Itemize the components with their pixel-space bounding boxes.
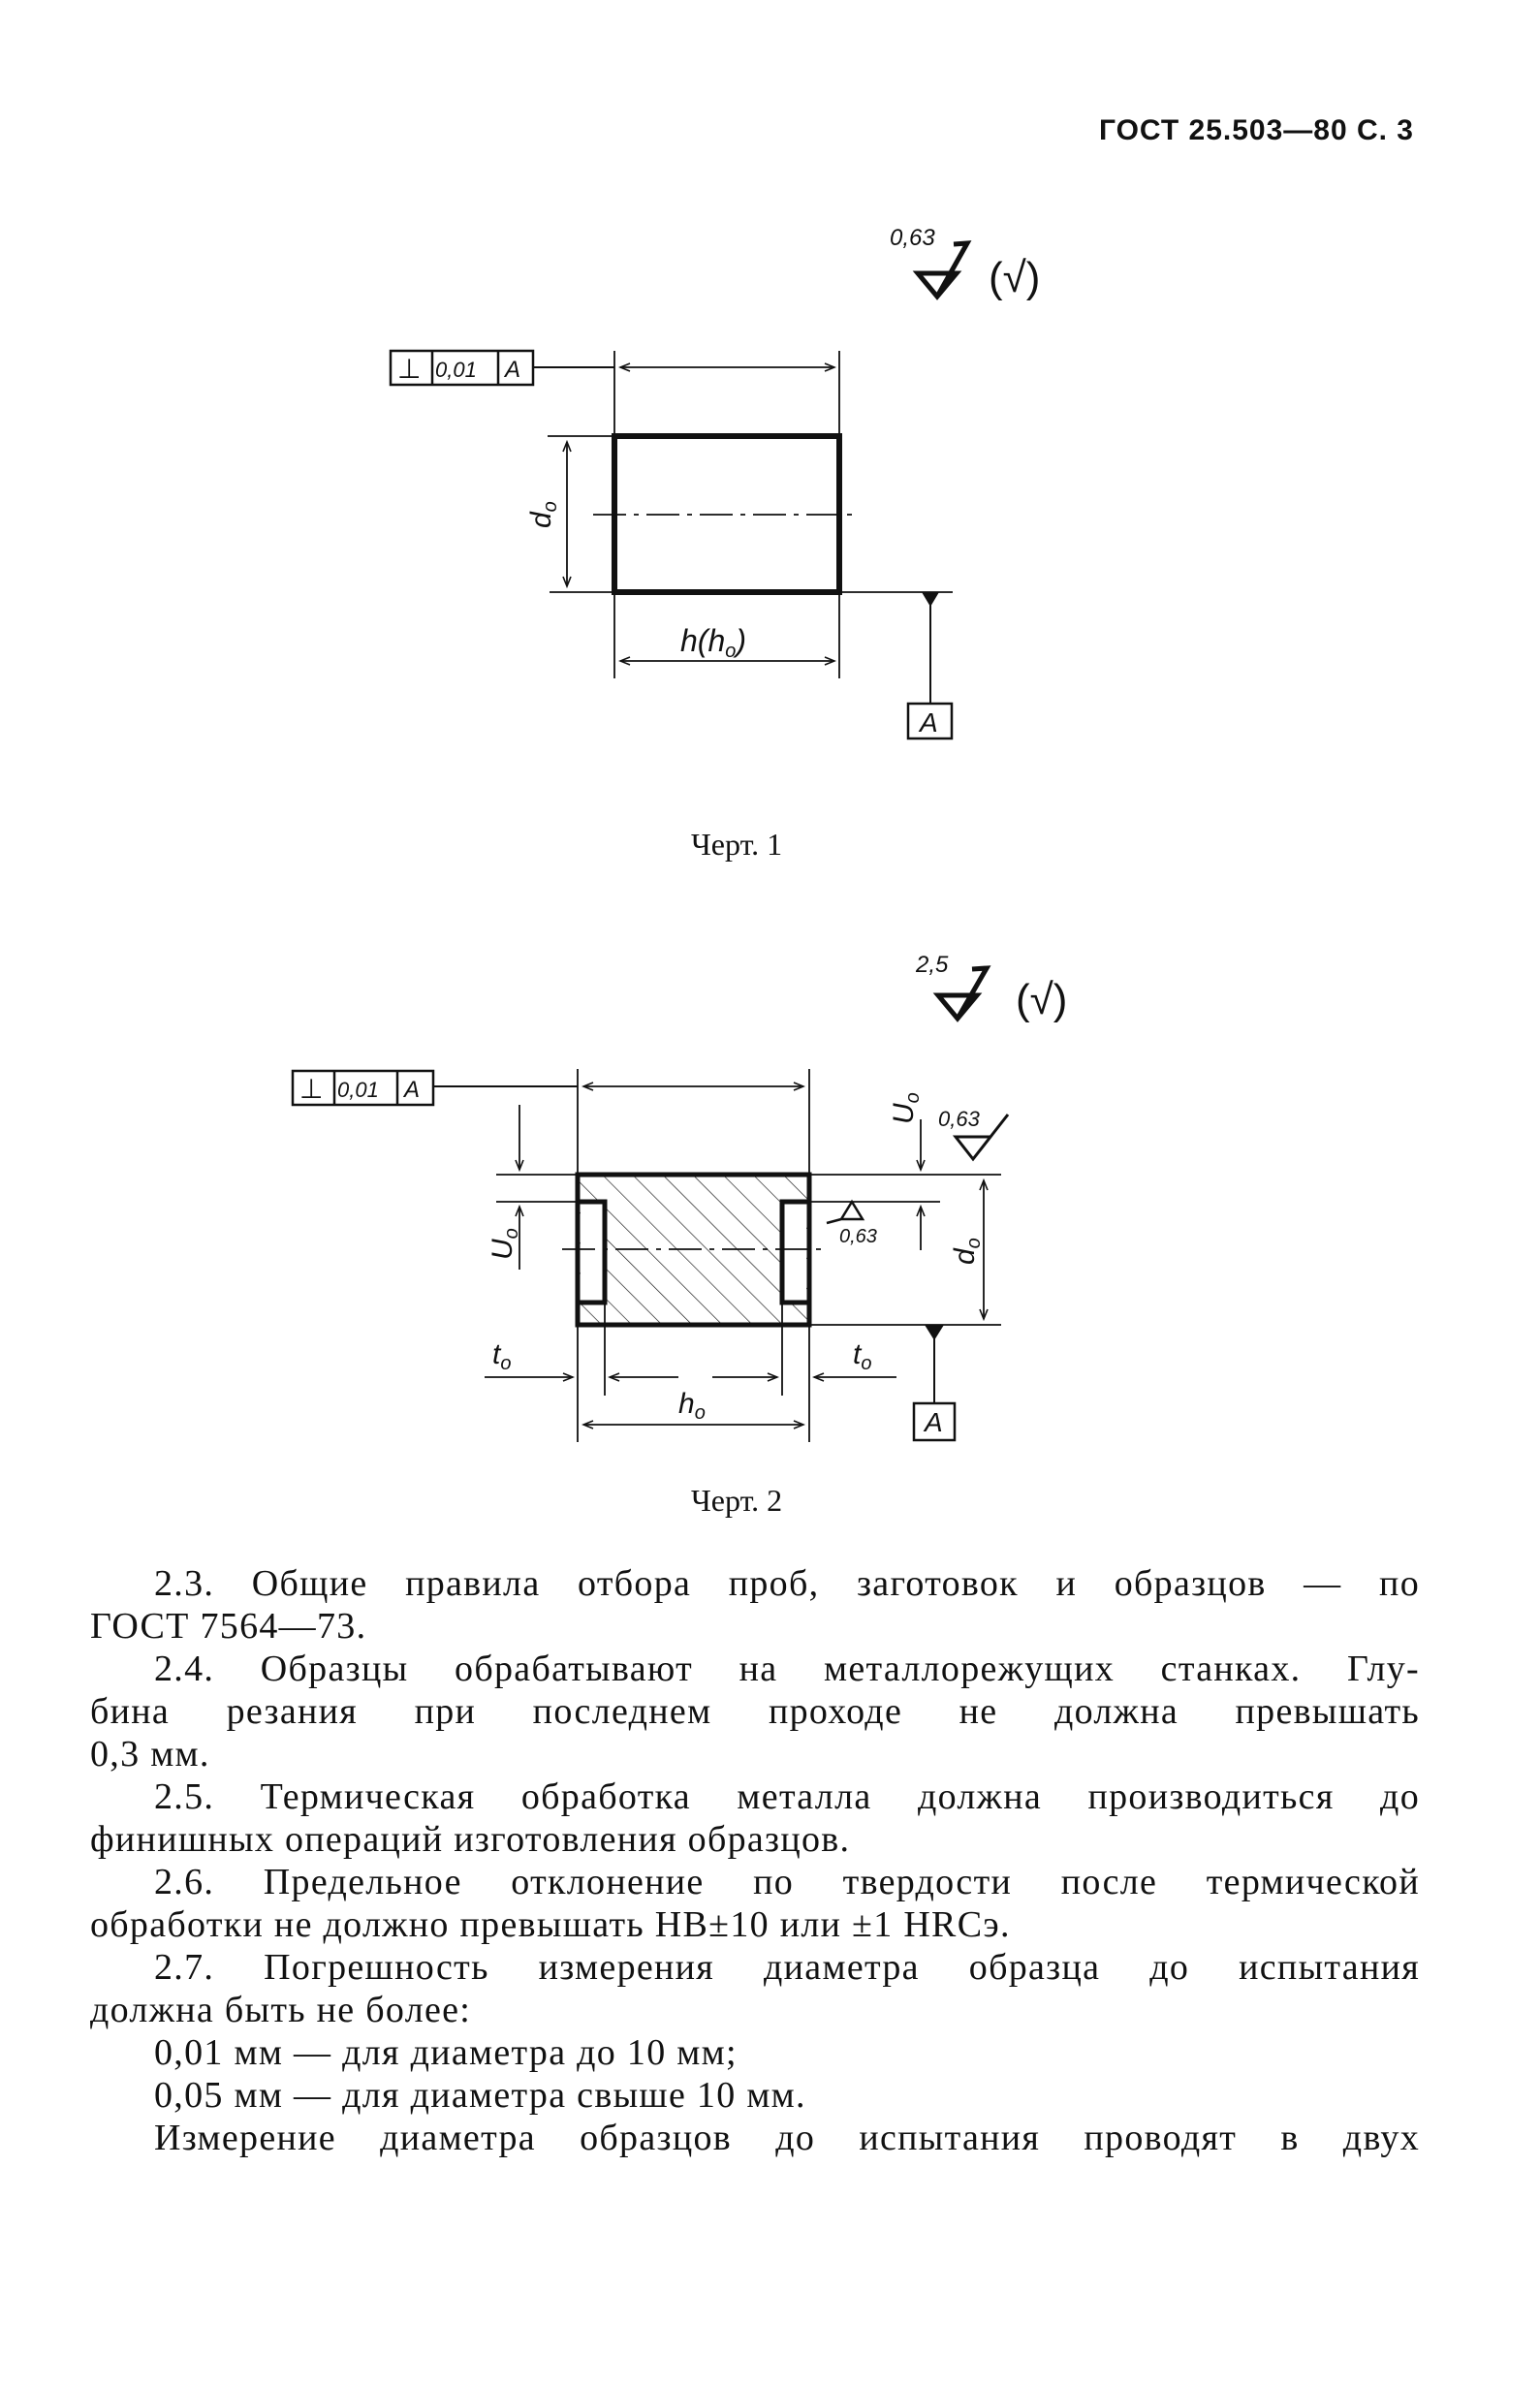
dim-u-right: $U_o$ xyxy=(888,1092,924,1124)
para-2-5-line-1: 2.5. Термическая обработка металла должна производиться до xyxy=(154,1776,1420,1817)
dim-u-left: $U_o$ xyxy=(487,1228,522,1260)
para-2-3-line-2: ГОСТ 7564—73. xyxy=(90,1606,367,1647)
tolerance-value-2: 0,01 xyxy=(337,1078,379,1102)
tolerance-frame-2 xyxy=(293,1071,578,1105)
dim-d-right: $d_o$ xyxy=(949,1238,985,1265)
para-2-8-line-1: Измерение диаметра образцов до испытания проводят в двух xyxy=(154,2118,1420,2158)
para-2-4-line-2: бина резания при последнем проходе не должна превышать xyxy=(90,1691,1420,1732)
roughness-paren-1: (√) xyxy=(989,254,1041,301)
tolerance-datum-2: A xyxy=(404,1077,421,1103)
tolerance-datum-1: A xyxy=(505,357,521,383)
dim-length-1: h(ho) xyxy=(680,623,747,662)
roughness-symbol-2 xyxy=(915,952,1067,1023)
roughness-paren-2: (√) xyxy=(1016,976,1068,1023)
drawing-1 xyxy=(0,0,1540,775)
roughness-right-value: 0,63 xyxy=(938,1107,980,1131)
tolerance-symbol-2: ⊥ xyxy=(299,1074,324,1104)
para-2-4-line-3: 0,3 мм. xyxy=(90,1734,210,1775)
roughness-inner-value: 0,63 xyxy=(839,1226,877,1247)
dim-t-left: $t_o$ xyxy=(492,1338,512,1374)
dim-h-bottom: $h_o$ xyxy=(678,1388,706,1424)
tolerance-symbol-1: ⊥ xyxy=(397,354,422,384)
roughness-value-2: 2,5 xyxy=(916,952,949,978)
para-2-6-line-2: обработки не должно превышать НВ±10 или ±1 HRCэ. xyxy=(90,1904,1011,1945)
para-2-4-line-1: 2.4. Образцы обрабатывают на металлорежущих станках. Глу- xyxy=(154,1649,1420,1689)
dim-diameter-1: $d_o$ xyxy=(525,501,561,528)
para-2-5-line-2: финишных операций изготовления образцов. xyxy=(90,1819,851,1860)
tolerance-frame-1 xyxy=(391,351,614,385)
para-2-3-line-1: 2.3. Общие правила отбора проб, заготовок и образцов — по xyxy=(154,1563,1420,1604)
para-2-7-line-3: 0,01 мм — для диаметра до 10 мм; xyxy=(154,2032,738,2073)
para-2-7-line-2: должна быть не более: xyxy=(90,1990,472,2030)
para-2-6-line-1: 2.6. Предельное отклонение по твердости после термической xyxy=(154,1862,1420,1902)
para-2-7-line-1: 2.7. Погрешность измерения диаметра образца до испытания xyxy=(154,1947,1420,1988)
datum-label-2: A xyxy=(925,1407,943,1437)
tolerance-value-1: 0,01 xyxy=(435,358,477,382)
page-header: ГОСТ 25.503—80 С. 3 xyxy=(1098,114,1414,146)
dim-t-right: $t_o$ xyxy=(853,1338,872,1374)
para-2-7-line-4: 0,05 мм — для диаметра свыше 10 мм. xyxy=(154,2075,806,2116)
caption-figure-1: Черт. 1 xyxy=(691,827,783,862)
roughness-symbol-inner xyxy=(827,1202,877,1247)
drawing-2 xyxy=(0,921,1540,1502)
body-text xyxy=(90,1562,1420,2159)
roughness-symbol-1 xyxy=(890,225,1040,301)
roughness-value-1: 0,63 xyxy=(890,225,935,251)
datum-label-1: A xyxy=(920,707,938,738)
roughness-symbol-right xyxy=(938,1107,1008,1159)
caption-figure-2: Черт. 2 xyxy=(691,1483,783,1518)
